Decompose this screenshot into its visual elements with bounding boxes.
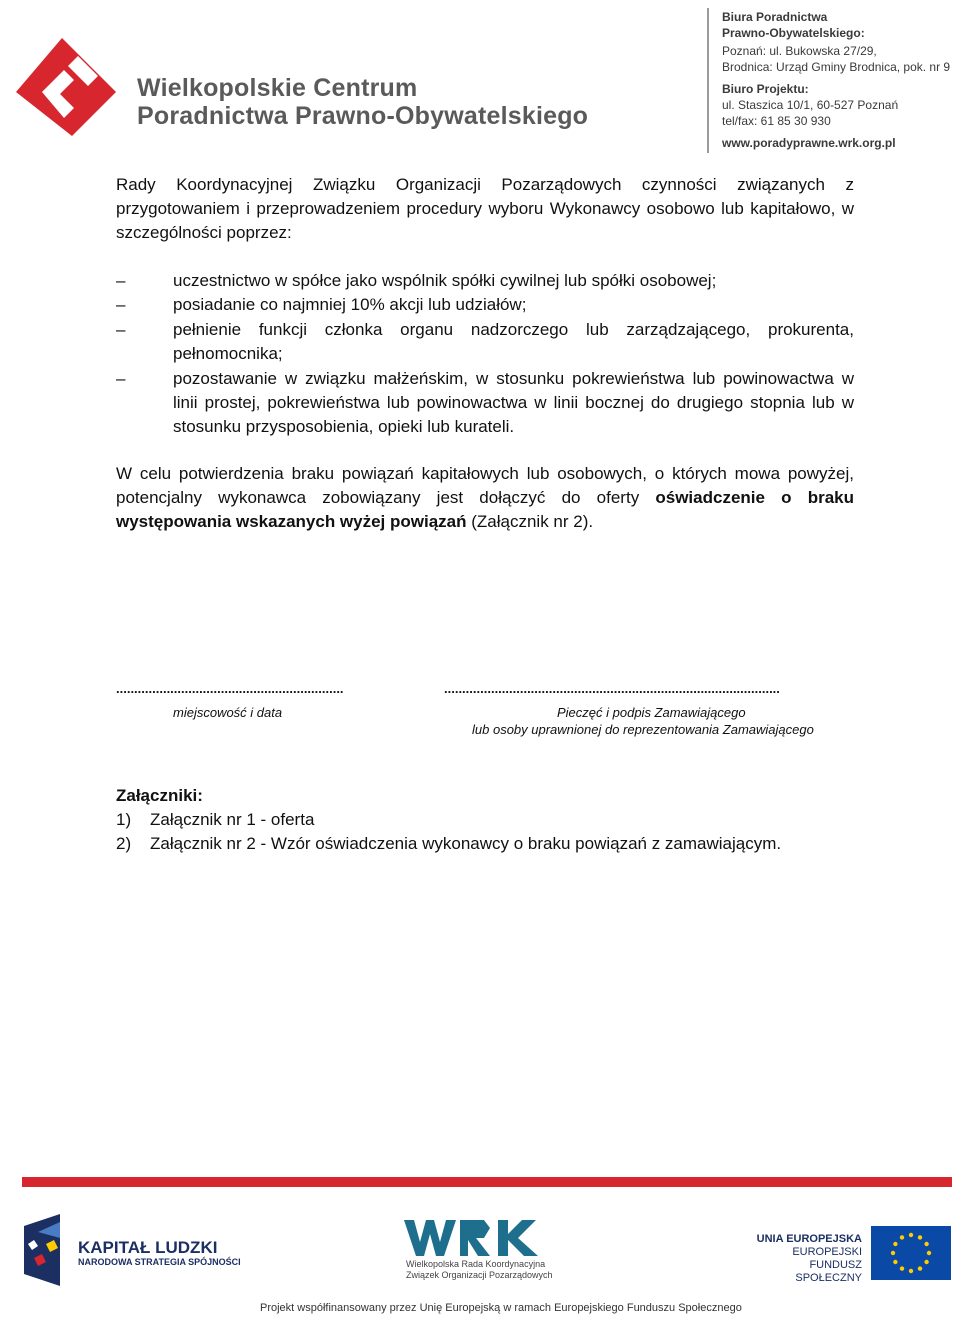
eu-text: UNIA EUROPEJSKA EUROPEJSKI FUNDUSZ SPOŁECZNY [756, 1233, 862, 1284]
info-title2: Prawno-Obywatelskiego: [722, 26, 865, 40]
list-item: pełnienie funkcji członka organu nadzorczego lub zarządzającego, prokurenta, pełnomocnika; [173, 320, 854, 363]
attachment-item: 2) Załącznik nr 2 - Wzór oświadczenia wykonawcy o braku powiązań z zamawiającym. [116, 834, 782, 853]
attachment-item: 1) Załącznik nr 1 - oferta [116, 810, 315, 829]
intro-paragraph: Rady Koordynacyjnej Związku Organizacji Pozarządowych czynności związanych z przygotowaniem i przeprowadzeniem procedury wyboru Wykonawcy osobowo lub kapitałowo, w szczególności poprzez: [116, 175, 854, 242]
wcppo-logo-icon [12, 36, 118, 142]
attachments-title: Załączniki: [116, 786, 203, 805]
website-link[interactable]: www.poradyprawne.wrk.org.pl [722, 136, 896, 150]
kapital-ludzki-subtitle: NARODOWA STRATEGIA SPÓJNOŚCI [78, 1257, 241, 1267]
list-item: posiadanie co najmniej 10% akcji lub udziałów; [173, 295, 527, 314]
signature-caption: Pieczęć i podpis Zamawiającego [557, 705, 746, 720]
place-date-caption: miejscowość i data [173, 705, 283, 720]
list-item: pozostawanie w związku małżeńskim, w stosunku pokrewieństwa lub powinowactwa w linii prostej, pokrewieństwa lub powinowactwa w linii bocznej do drugiego stopnia lub w stosunku przysposobienia, opieki lub kurateli. [173, 369, 854, 436]
dash-3: – [116, 320, 126, 339]
wrk-logo-icon [404, 1220, 542, 1256]
info-title: Biura Poradnictwa [722, 10, 828, 24]
signature-line: ............................................................................................. [444, 681, 780, 696]
dash-1: – [116, 271, 126, 290]
project-address: ul. Staszica 10/1, 60-527 Poznań [722, 98, 899, 112]
dash-4: – [116, 369, 126, 388]
confirmation-paragraph: W celu potwierdzenia braku powiązań kapitałowych lub osobowych, o których mowa powyżej, potencjalny wykonawca zobowiązany jest dołączyć do oferty oświadczenie o braku występowania wskazanych wyżej powiązań (Załącznik nr 2). [116, 464, 854, 531]
place-date-line: ............................................................... [116, 681, 344, 696]
org-name-line2: Poradnictwa Prawno-Obywatelskiego [137, 102, 589, 130]
project-phone: tel/fax: 61 85 30 930 [722, 114, 831, 128]
wrk-subtitle: Wielkopolska Rada Koordynacyjna Związek Organizacji Pozarządowych [406, 1259, 553, 1280]
kapital-ludzki-title: KAPITAŁ LUDZKI [78, 1238, 218, 1257]
footer-red-bar [22, 1177, 952, 1187]
signature-caption-sub: lub osoby uprawnionej do reprezentowania Zamawiającego [472, 722, 814, 737]
org-name-line1: Wielkopolskie Centrum [137, 74, 418, 102]
dash-2: – [116, 295, 126, 314]
project-title: Biuro Projektu: [722, 82, 809, 96]
eu-flag-icon [871, 1226, 951, 1280]
info-address-poznan: Poznań: ul. Bukowska 27/29, [722, 44, 877, 58]
declaration-emphasis: oświadczenie o braku występowania wskazanych wyżej powiązań [116, 488, 854, 531]
header-divider [707, 8, 709, 153]
kapital-ludzki-logo-icon [24, 1214, 72, 1286]
cofinancing-note: Projekt współfinansowany przez Unię Europejską w ramach Europejskiego Funduszu Społecznego [260, 1302, 742, 1314]
info-address-brodnica: Brodnica: Urząd Gminy Brodnica, pok. nr 9 [722, 60, 951, 74]
list-item: uczestnictwo w spółce jako wspólnik spółki cywilnej lub spółki osobowej; [173, 271, 717, 290]
